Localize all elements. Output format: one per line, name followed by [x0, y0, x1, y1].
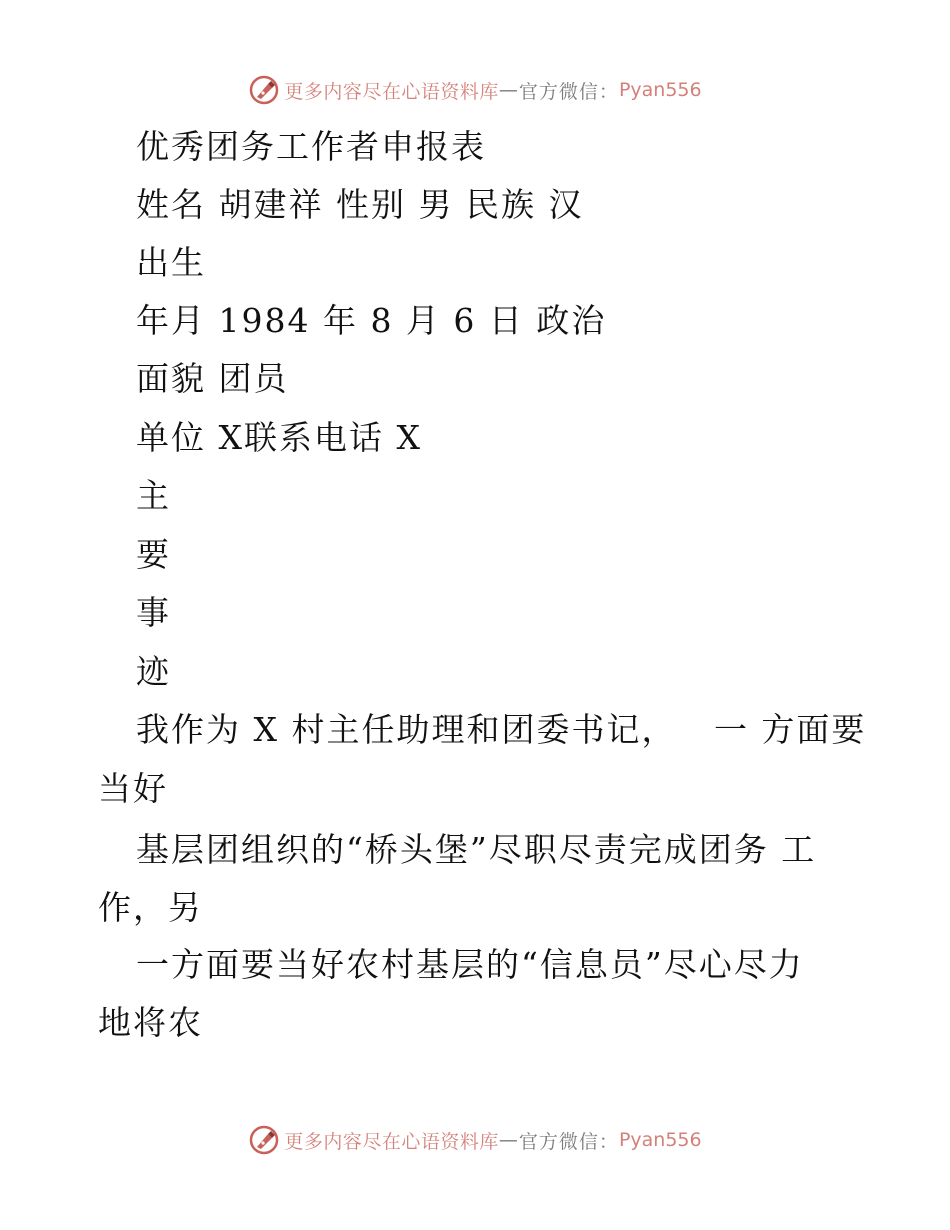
document-line: 面貌 团员: [136, 359, 289, 398]
watermark-wechat-id: Pyan556: [618, 79, 702, 101]
form-title: 优秀团务工作者申报表: [136, 127, 486, 166]
document-line: 单位 X联系电话 X: [136, 418, 422, 457]
document-line: 主: [136, 476, 171, 515]
watermark-wechat-id: Pyan556: [618, 1129, 702, 1151]
watermark-main-text: 更多内容尽在心语资料库: [284, 80, 499, 103]
watermark-separator: —: [498, 79, 519, 101]
document-line: 当好: [98, 769, 168, 808]
document-line: 我作为 X 村主任助理和团委书记， 一 方面要: [136, 710, 867, 749]
watermark-main-text: 更多内容尽在心语资料库: [284, 1130, 499, 1153]
watermark-separator: —: [498, 1129, 519, 1151]
document-line: 作，另: [98, 888, 203, 927]
watermark-sub-text: 官方微信：: [518, 80, 619, 103]
document-line: 要: [136, 535, 171, 574]
pen-nib-seal-icon: [248, 1124, 280, 1156]
document-line: 地将农: [98, 1003, 203, 1042]
document-line: 一方面要当好农村基层的“信息员”尽心尽力: [136, 945, 804, 984]
document-line: 迹: [136, 652, 171, 691]
footer-watermark: [0, 1120, 950, 1160]
header-watermark: [0, 70, 950, 110]
document-line: 年月 1984 年 8 月 6 日 政治: [136, 301, 607, 340]
pen-nib-seal-icon: [248, 74, 280, 106]
document-line: 基层团组织的“桥头堡”尽职尽责完成团务 工: [136, 830, 817, 869]
document-line: 事: [136, 593, 171, 632]
document-line: 出生: [136, 243, 206, 282]
watermark-sub-text: 官方微信：: [518, 1130, 619, 1153]
document-line: 姓名 胡建祥 性别 男 民族 汉: [136, 185, 584, 224]
